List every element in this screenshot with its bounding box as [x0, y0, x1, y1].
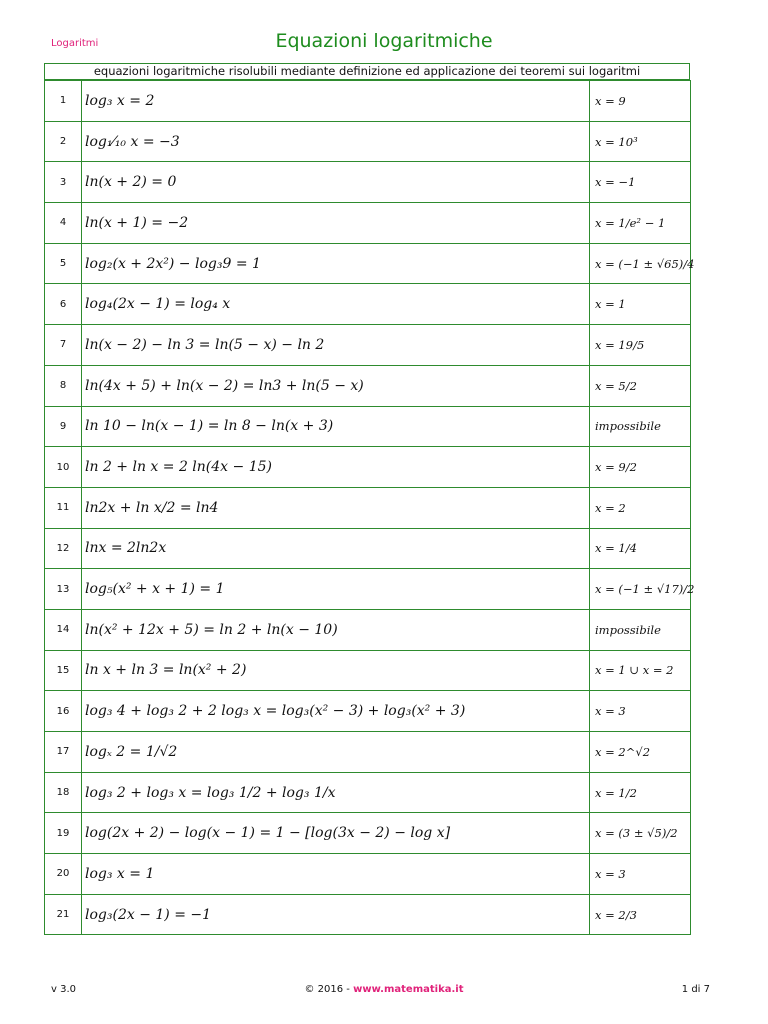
- solution: x = 2: [590, 487, 691, 528]
- solution: x = −1: [590, 162, 691, 203]
- table-row: [45, 325, 691, 366]
- row-number: 21: [45, 894, 82, 935]
- table-row: [45, 609, 691, 650]
- row-number: 6: [45, 284, 82, 325]
- copyright: [0, 984, 768, 995]
- version-label: v 3.0: [51, 984, 76, 995]
- equation: ln2x + ln x/2 = ln4: [82, 487, 590, 528]
- row-number: 7: [45, 325, 82, 366]
- solution: x = 1: [590, 284, 691, 325]
- site-link[interactable]: www.matematika.it: [353, 984, 464, 995]
- equation: ln 10 − ln(x − 1) = ln 8 − ln(x + 3): [82, 406, 590, 447]
- solution: impossibile: [590, 609, 691, 650]
- row-number: 4: [45, 203, 82, 244]
- solution: impossibile: [590, 406, 691, 447]
- topic-label: Logaritmi: [51, 38, 99, 49]
- solution: x = 2/3: [590, 894, 691, 935]
- table-row: [45, 243, 691, 284]
- table-row: [45, 569, 691, 610]
- solution: x = (−1 ± √17)/2: [590, 569, 691, 610]
- page-title: Equazioni logaritmiche: [275, 30, 493, 52]
- solution: x = 2^√2: [590, 732, 691, 773]
- table-row: [45, 854, 691, 895]
- solution: x = 1 ∪ x = 2: [590, 650, 691, 691]
- row-number: 20: [45, 854, 82, 895]
- row-number: 16: [45, 691, 82, 732]
- table-row: [45, 284, 691, 325]
- solution: x = 10³: [590, 121, 691, 162]
- equation: log₃ 2 + log₃ x = log₃ 1/2 + log₃ 1/x: [82, 772, 590, 813]
- solution: x = 19/5: [590, 325, 691, 366]
- table-row: [45, 894, 691, 935]
- equation: ln(x + 2) = 0: [82, 162, 590, 203]
- solution: x = 9: [590, 81, 691, 122]
- table-row: [45, 406, 691, 447]
- equation: ln x + ln 3 = ln(x² + 2): [82, 650, 590, 691]
- row-number: 15: [45, 650, 82, 691]
- equation: ln 2 + ln x = 2 ln(4x − 15): [82, 447, 590, 488]
- row-number: 19: [45, 813, 82, 854]
- solution: x = 3: [590, 854, 691, 895]
- equation: log₂(x + 2x²) − log₃9 = 1: [82, 243, 590, 284]
- table-row: [45, 203, 691, 244]
- row-number: 3: [45, 162, 82, 203]
- equation: lnx = 2ln2x: [82, 528, 590, 569]
- solution: x = 1/2: [590, 772, 691, 813]
- equations-table: [44, 80, 695, 935]
- table-row: [45, 691, 691, 732]
- solution: x = (3 ± √5)/2: [590, 813, 691, 854]
- solution: x = 1/4: [590, 528, 691, 569]
- table-row: [45, 447, 691, 488]
- table-row: [45, 528, 691, 569]
- equation: log₃ x = 1: [82, 854, 590, 895]
- copyright-text: © 2016 -: [304, 984, 354, 995]
- table-row: [45, 81, 691, 122]
- page-number: 1 di 7: [681, 984, 710, 995]
- equation: log₃(2x − 1) = −1: [82, 894, 590, 935]
- equation: ln(x − 2) − ln 3 = ln(5 − x) − ln 2: [82, 325, 590, 366]
- equation: log₄(2x − 1) = log₄ x: [82, 284, 590, 325]
- equation: ln(4x + 5) + ln(x − 2) = ln3 + ln(5 − x): [82, 365, 590, 406]
- row-number: 14: [45, 609, 82, 650]
- table-row: [45, 121, 691, 162]
- row-number: 12: [45, 528, 82, 569]
- row-number: 17: [45, 732, 82, 773]
- equation: log₃ 4 + log₃ 2 + 2 log₃ x = log₃(x² − 3) + log₃(x² + 3): [82, 691, 590, 732]
- row-number: 11: [45, 487, 82, 528]
- row-number: 18: [45, 772, 82, 813]
- solution: x = 3: [590, 691, 691, 732]
- row-number: 9: [45, 406, 82, 447]
- row-number: 8: [45, 365, 82, 406]
- table-row: [45, 732, 691, 773]
- solution: x = (−1 ± √65)/4: [590, 243, 691, 284]
- table-row: [45, 487, 691, 528]
- equation: logₓ 2 = 1/√2: [82, 732, 590, 773]
- equation: ln(x + 1) = −2: [82, 203, 590, 244]
- equation: log₃ x = 2: [82, 81, 590, 122]
- row-number: 2: [45, 121, 82, 162]
- row-number: 10: [45, 447, 82, 488]
- equation: ln(x² + 12x + 5) = ln 2 + ln(x − 10): [82, 609, 590, 650]
- table-row: [45, 650, 691, 691]
- equation: log₁⁄₁₀ x = −3: [82, 121, 590, 162]
- equations-table-body: [45, 81, 695, 935]
- solution: x = 5/2: [590, 365, 691, 406]
- equation: log(2x + 2) − log(x − 1) = 1 − [log(3x − 2) − log x]: [82, 813, 590, 854]
- equation: log₅(x² + x + 1) = 1: [82, 569, 590, 610]
- solution: x = 9/2: [590, 447, 691, 488]
- solution: x = 1/e² − 1: [590, 203, 691, 244]
- table-row: [45, 365, 691, 406]
- table-row: [45, 162, 691, 203]
- table-row: [45, 813, 691, 854]
- row-number: 5: [45, 243, 82, 284]
- row-number: 13: [45, 569, 82, 610]
- table-row: [45, 772, 691, 813]
- table-subtitle: equazioni logaritmiche risolubili mediante definizione ed applicazione dei teoremi sui logaritmi: [44, 63, 690, 80]
- row-number: 1: [45, 81, 82, 122]
